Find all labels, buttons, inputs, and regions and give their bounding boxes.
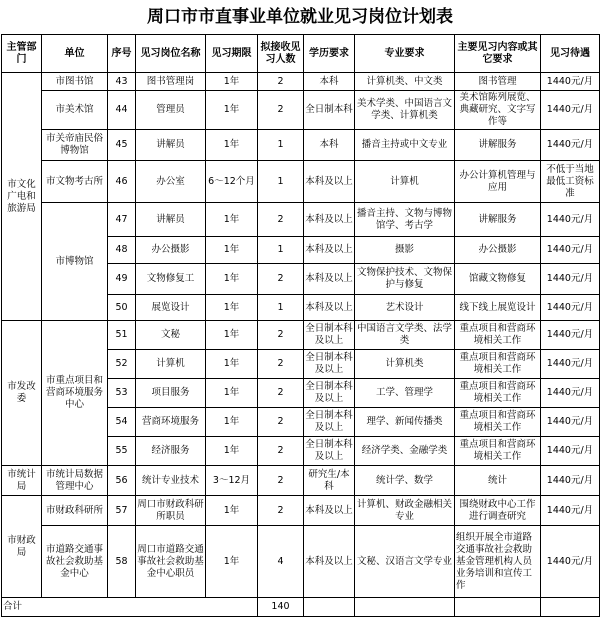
term-cell: 1年 bbox=[206, 321, 258, 350]
term-cell: 1年 bbox=[206, 73, 258, 91]
pay-cell: 1440元/月 bbox=[541, 295, 600, 321]
no-cell: 54 bbox=[108, 408, 136, 437]
num-cell: 2 bbox=[258, 321, 304, 350]
edu-cell: 本科及以上 bbox=[304, 161, 355, 203]
unit-cell: 市道路交通事故社会救助基金中心 bbox=[42, 526, 108, 598]
edu-cell: 全日制本科及以上 bbox=[304, 408, 355, 437]
pay-cell: 1440元/月 bbox=[541, 437, 600, 466]
num-cell: 2 bbox=[258, 466, 304, 496]
pay-cell: 1440元/月 bbox=[541, 130, 600, 161]
post-cell: 统计专业技术 bbox=[136, 466, 206, 496]
term-cell: 1年 bbox=[206, 350, 258, 379]
total-empty bbox=[541, 598, 600, 617]
num-cell: 2 bbox=[258, 379, 304, 408]
post-cell: 营商环境服务 bbox=[136, 408, 206, 437]
table-row bbox=[2, 73, 600, 91]
unit-cell: 市文物考古所 bbox=[42, 161, 108, 203]
unit-cell: 市博物馆 bbox=[42, 203, 108, 321]
term-cell: 1年 bbox=[206, 496, 258, 526]
no-cell: 47 bbox=[108, 203, 136, 237]
total-empty bbox=[304, 598, 355, 617]
no-cell: 45 bbox=[108, 130, 136, 161]
num-cell: 2 bbox=[258, 437, 304, 466]
post-cell: 讲解员 bbox=[136, 203, 206, 237]
pay-cell: 1440元/月 bbox=[541, 91, 600, 130]
internship-plan-table bbox=[1, 34, 600, 617]
pay-cell: 1440元/月 bbox=[541, 73, 600, 91]
no-cell: 43 bbox=[108, 73, 136, 91]
content-cell: 美术馆陈列展览、典藏研究、文字写作等 bbox=[455, 91, 541, 130]
num-cell: 2 bbox=[258, 264, 304, 295]
col-header-unit: 单位 bbox=[42, 35, 108, 73]
col-header-pay: 见习待遇 bbox=[541, 35, 600, 73]
col-header-no: 序号 bbox=[108, 35, 136, 73]
major-cell: 经济学类、金融学类 bbox=[355, 437, 455, 466]
post-cell: 计算机 bbox=[136, 350, 206, 379]
no-cell: 57 bbox=[108, 496, 136, 526]
pay-cell: 1440元/月 bbox=[541, 350, 600, 379]
col-header-dept: 主管部门 bbox=[2, 35, 42, 73]
pay-cell: 1440元/月 bbox=[541, 408, 600, 437]
table-row bbox=[2, 203, 600, 237]
dept-cell: 市文化广电和旅游局 bbox=[2, 73, 42, 321]
unit-cell: 市关帝庙民俗博物馆 bbox=[42, 130, 108, 161]
post-cell: 周口市财政科研所职员 bbox=[136, 496, 206, 526]
no-cell: 58 bbox=[108, 526, 136, 598]
edu-cell: 研究生/本科 bbox=[304, 466, 355, 496]
term-cell: 1年 bbox=[206, 237, 258, 264]
col-header-major: 专业要求 bbox=[355, 35, 455, 73]
num-cell: 2 bbox=[258, 203, 304, 237]
major-cell: 播音主持、文物与博物馆学、考古学 bbox=[355, 203, 455, 237]
no-cell: 49 bbox=[108, 264, 136, 295]
content-cell: 重点项目和营商环境相关工作 bbox=[455, 437, 541, 466]
table-row bbox=[2, 526, 600, 598]
num-cell: 2 bbox=[258, 496, 304, 526]
content-cell: 围绕财政中心工作进行调查研究 bbox=[455, 496, 541, 526]
term-cell: 1年 bbox=[206, 264, 258, 295]
table-row bbox=[2, 466, 600, 496]
col-header-term: 见习期限 bbox=[206, 35, 258, 73]
content-cell: 讲解服务 bbox=[455, 203, 541, 237]
content-cell: 讲解服务 bbox=[455, 130, 541, 161]
unit-cell: 市统计局数据管理中心 bbox=[42, 466, 108, 496]
major-cell: 文秘、汉语言文学专业 bbox=[355, 526, 455, 598]
num-cell: 4 bbox=[258, 526, 304, 598]
total-num: 140 bbox=[258, 598, 304, 617]
pay-cell: 1440元/月 bbox=[541, 379, 600, 408]
content-cell: 图书管理 bbox=[455, 73, 541, 91]
major-cell: 播音主持或中文专业 bbox=[355, 130, 455, 161]
edu-cell: 本科 bbox=[304, 73, 355, 91]
num-cell: 2 bbox=[258, 91, 304, 130]
dept-cell: 市发改委 bbox=[2, 321, 42, 466]
post-cell: 文秘 bbox=[136, 321, 206, 350]
post-cell: 办公室 bbox=[136, 161, 206, 203]
pay-cell: 1440元/月 bbox=[541, 496, 600, 526]
no-cell: 55 bbox=[108, 437, 136, 466]
post-cell: 文物修复工 bbox=[136, 264, 206, 295]
edu-cell: 全日制本科及以上 bbox=[304, 437, 355, 466]
dept-cell: 市统计局 bbox=[2, 466, 42, 496]
post-cell: 周口市道路交通事故社会救助基金中心职员 bbox=[136, 526, 206, 598]
major-cell: 艺术设计 bbox=[355, 295, 455, 321]
no-cell: 51 bbox=[108, 321, 136, 350]
total-empty bbox=[455, 598, 541, 617]
major-cell: 中国语言文学类、法学类 bbox=[355, 321, 455, 350]
pay-cell: 1440元/月 bbox=[541, 321, 600, 350]
content-cell: 组织开展全市道路交通事故社会救助基金管理机构人员业务培训和宣传工作 bbox=[455, 526, 541, 598]
table-row bbox=[2, 321, 600, 350]
content-cell: 办公摄影 bbox=[455, 237, 541, 264]
no-cell: 50 bbox=[108, 295, 136, 321]
major-cell: 摄影 bbox=[355, 237, 455, 264]
pay-cell: 1440元/月 bbox=[541, 526, 600, 598]
num-cell: 2 bbox=[258, 350, 304, 379]
table-row bbox=[2, 91, 600, 130]
term-cell: 1年 bbox=[206, 526, 258, 598]
term-cell: 1年 bbox=[206, 379, 258, 408]
table-row bbox=[2, 130, 600, 161]
col-header-num: 拟接收见习人数 bbox=[258, 35, 304, 73]
post-cell: 图书管理岗 bbox=[136, 73, 206, 91]
major-cell: 理学、新闻传播类 bbox=[355, 408, 455, 437]
edu-cell: 本科及以上 bbox=[304, 203, 355, 237]
edu-cell: 本科及以上 bbox=[304, 237, 355, 264]
col-header-content: 主要见习内容或其它要求 bbox=[455, 35, 541, 73]
no-cell: 48 bbox=[108, 237, 136, 264]
term-cell: 3～12月 bbox=[206, 466, 258, 496]
total-label: 合计 bbox=[2, 598, 258, 617]
pay-cell: 1440元/月 bbox=[541, 203, 600, 237]
no-cell: 53 bbox=[108, 379, 136, 408]
no-cell: 52 bbox=[108, 350, 136, 379]
col-header-post: 见习岗位名称 bbox=[136, 35, 206, 73]
edu-cell: 本科 bbox=[304, 130, 355, 161]
edu-cell: 本科及以上 bbox=[304, 264, 355, 295]
major-cell: 计算机类 bbox=[355, 350, 455, 379]
post-cell: 管理员 bbox=[136, 91, 206, 130]
num-cell: 2 bbox=[258, 73, 304, 91]
num-cell: 1 bbox=[258, 237, 304, 264]
term-cell: 6～12个月 bbox=[206, 161, 258, 203]
content-cell: 重点项目和营商环境相关工作 bbox=[455, 321, 541, 350]
num-cell: 2 bbox=[258, 408, 304, 437]
col-header-edu: 学历要求 bbox=[304, 35, 355, 73]
dept-cell: 市财政局 bbox=[2, 496, 42, 598]
unit-cell: 市财政科研所 bbox=[42, 496, 108, 526]
edu-cell: 全日制本科及以上 bbox=[304, 321, 355, 350]
page-title: 周口市市直事业单位就业见习岗位计划表 bbox=[147, 7, 453, 27]
term-cell: 1年 bbox=[206, 295, 258, 321]
total-row bbox=[2, 598, 600, 617]
pay-cell: 1440元/月 bbox=[541, 466, 600, 496]
total-empty bbox=[355, 598, 455, 617]
content-cell: 重点项目和营商环境相关工作 bbox=[455, 408, 541, 437]
content-cell: 统计 bbox=[455, 466, 541, 496]
term-cell: 1年 bbox=[206, 437, 258, 466]
table-row bbox=[2, 161, 600, 203]
num-cell: 1 bbox=[258, 161, 304, 203]
post-cell: 项目服务 bbox=[136, 379, 206, 408]
content-cell: 重点项目和营商环境相关工作 bbox=[455, 379, 541, 408]
pay-cell: 1440元/月 bbox=[541, 264, 600, 295]
edu-cell: 本科及以上 bbox=[304, 496, 355, 526]
num-cell: 1 bbox=[258, 295, 304, 321]
major-cell: 统计学、数学 bbox=[355, 466, 455, 496]
num-cell: 1 bbox=[258, 130, 304, 161]
term-cell: 1年 bbox=[206, 91, 258, 130]
post-cell: 办公摄影 bbox=[136, 237, 206, 264]
major-cell: 工学、管理学 bbox=[355, 379, 455, 408]
content-cell: 馆藏文物修复 bbox=[455, 264, 541, 295]
edu-cell: 本科及以上 bbox=[304, 295, 355, 321]
no-cell: 56 bbox=[108, 466, 136, 496]
unit-cell: 市图书馆 bbox=[42, 73, 108, 91]
pay-cell: 不低于当地最低工资标准 bbox=[541, 161, 600, 203]
major-cell: 文物保护技术、文物保护与修复 bbox=[355, 264, 455, 295]
content-cell: 办公计算机管理与应用 bbox=[455, 161, 541, 203]
header-row bbox=[2, 35, 600, 73]
edu-cell: 全日制本科及以上 bbox=[304, 379, 355, 408]
edu-cell: 全日制本科 bbox=[304, 91, 355, 130]
unit-cell: 市美术馆 bbox=[42, 91, 108, 130]
content-cell: 线下线上展览设计 bbox=[455, 295, 541, 321]
major-cell: 美术学类、中国语言文学类、计算机类 bbox=[355, 91, 455, 130]
table-row bbox=[2, 496, 600, 526]
major-cell: 计算机类、中文类 bbox=[355, 73, 455, 91]
post-cell: 经济服务 bbox=[136, 437, 206, 466]
major-cell: 计算机 bbox=[355, 161, 455, 203]
edu-cell: 本科及以上 bbox=[304, 526, 355, 598]
edu-cell: 全日制本科及以上 bbox=[304, 350, 355, 379]
post-cell: 讲解员 bbox=[136, 130, 206, 161]
term-cell: 1年 bbox=[206, 203, 258, 237]
no-cell: 46 bbox=[108, 161, 136, 203]
post-cell: 展览设计 bbox=[136, 295, 206, 321]
term-cell: 1年 bbox=[206, 130, 258, 161]
unit-cell: 市重点项目和营商环境服务中心 bbox=[42, 321, 108, 466]
no-cell: 44 bbox=[108, 91, 136, 130]
term-cell: 1年 bbox=[206, 408, 258, 437]
content-cell: 重点项目和营商环境相关工作 bbox=[455, 350, 541, 379]
pay-cell: 1440元/月 bbox=[541, 237, 600, 264]
major-cell: 计算机、财政金融相关专业 bbox=[355, 496, 455, 526]
